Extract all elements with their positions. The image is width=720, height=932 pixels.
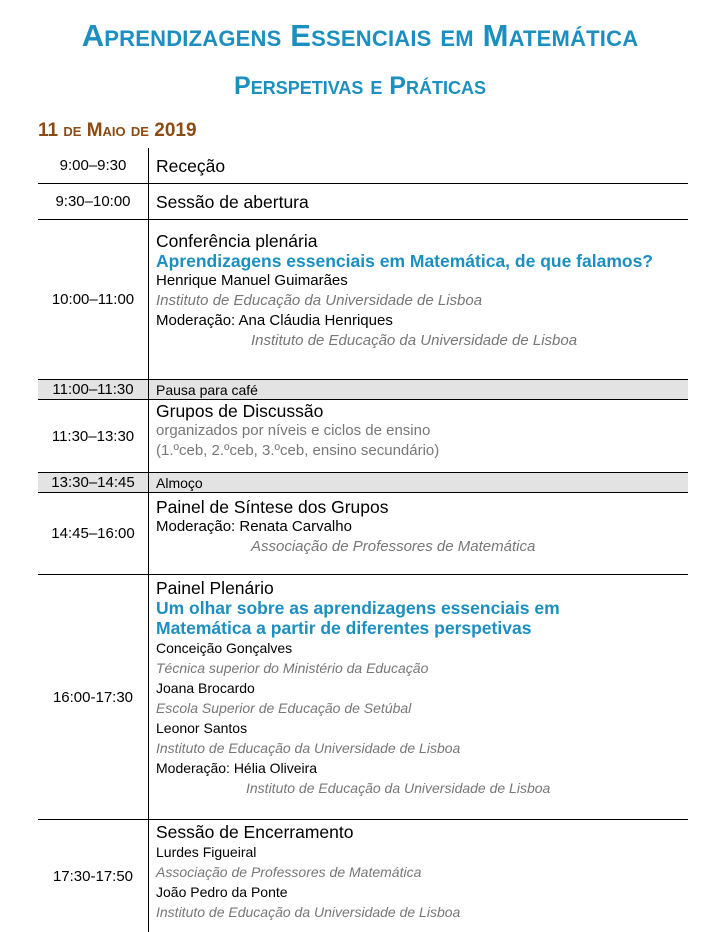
schedule-row-painel-plenario [38, 575, 688, 820]
moderator-name: Moderação: Ana Cláudia Henriques [156, 312, 393, 329]
time-slot: 11:00–11:30 [52, 381, 134, 398]
session-description: (1.ºceb, 2.ºceb, 3.ºceb, ensino secundário) [156, 442, 440, 459]
session-title: Pausa para café [156, 381, 258, 398]
moderator-name: Moderação: Renata Carvalho [156, 518, 352, 535]
schedule-row-conferencia [38, 220, 688, 380]
session-content [148, 820, 688, 932]
time-slot: 16:00-17:30 [52, 688, 134, 706]
session-title: Sessão de Encerramento [156, 822, 354, 842]
time-slot: 13:30–14:45 [51, 474, 135, 491]
time-slot: 9:30–10:00 [55, 193, 131, 210]
session-content [148, 184, 688, 219]
schedule-row-abertura [38, 184, 688, 220]
session-content [148, 380, 688, 399]
schedule-row-almoco [38, 473, 688, 493]
moderator-affiliation: Associação de Professores de Matemática [251, 538, 536, 555]
schedule-row-encerramento [38, 820, 688, 932]
time-slot: 11:30–13:30 [51, 427, 135, 445]
speaker-name: Conceição Gonçalves [156, 640, 293, 656]
session-title: Painel de Síntese dos Grupos [156, 497, 389, 517]
speaker-affiliation: Técnica superior do Ministério da Educação [156, 660, 429, 676]
event-date: 11 de Maio de 2019 [38, 120, 197, 141]
time-slot: 9:00–9:30 [59, 157, 127, 174]
speaker-affiliation: Instituto de Educação da Universidade de Lisboa [156, 292, 483, 309]
speaker-name: Lurdes Figueiral [156, 844, 257, 860]
speaker-name: Henrique Manuel Guimarães [156, 272, 348, 289]
speaker-name: Leonor Santos [156, 720, 248, 736]
session-title: Grupos de Discussão [156, 401, 324, 421]
page-title: Aprendizagens Essenciais em Matemática [81, 18, 639, 53]
speaker-affiliation: Instituto de Educação da Universidade de Lisboa [156, 904, 461, 920]
session-title: Painel Plenário [156, 578, 274, 598]
session-title: Sessão de abertura [156, 191, 309, 212]
moderator-affiliation: Instituto de Educação da Universidade de Lisboa [251, 332, 578, 349]
schedule-row-grupos [38, 400, 688, 473]
session-topic: Matemática a partir de diferentes perspetivas [156, 618, 532, 638]
speaker-name: Joana Brocardo [156, 680, 255, 696]
time-slot: 17:30-17:50 [52, 867, 134, 885]
speaker-affiliation: Escola Superior de Educação de Setúbal [156, 700, 412, 716]
schedule-row-receção [38, 148, 688, 184]
moderator-name: Moderação: Hélia Oliveira [156, 760, 318, 776]
session-content [148, 220, 688, 379]
session-content [148, 148, 688, 183]
page-subtitle: Perspetivas e Práticas [234, 72, 486, 100]
session-title: Almoço [156, 474, 203, 491]
session-title: Conferência plenária [156, 231, 318, 251]
schedule-table [38, 148, 688, 932]
session-content [148, 575, 688, 819]
speaker-name: João Pedro da Ponte [156, 884, 288, 900]
session-content [148, 473, 688, 492]
time-slot: 14:45–16:00 [51, 525, 135, 542]
session-content [148, 493, 688, 574]
session-title: Receção [156, 155, 226, 176]
speaker-affiliation: Associação de Professores de Matemática [156, 864, 422, 880]
session-topic: Aprendizagens essenciais em Matemática, de que falamos? [156, 251, 653, 271]
moderator-affiliation: Instituto de Educação da Universidade de Lisboa [246, 780, 551, 796]
session-topic: Um olhar sobre as aprendizagens essenciais em [156, 598, 560, 618]
session-content [148, 400, 688, 472]
time-slot: 10:00–11:00 [51, 291, 135, 308]
schedule-row-sintese [38, 493, 688, 575]
schedule-row-pausa [38, 380, 688, 400]
session-description: organizados por níveis e ciclos de ensino [156, 422, 431, 439]
speaker-affiliation: Instituto de Educação da Universidade de Lisboa [156, 740, 461, 756]
